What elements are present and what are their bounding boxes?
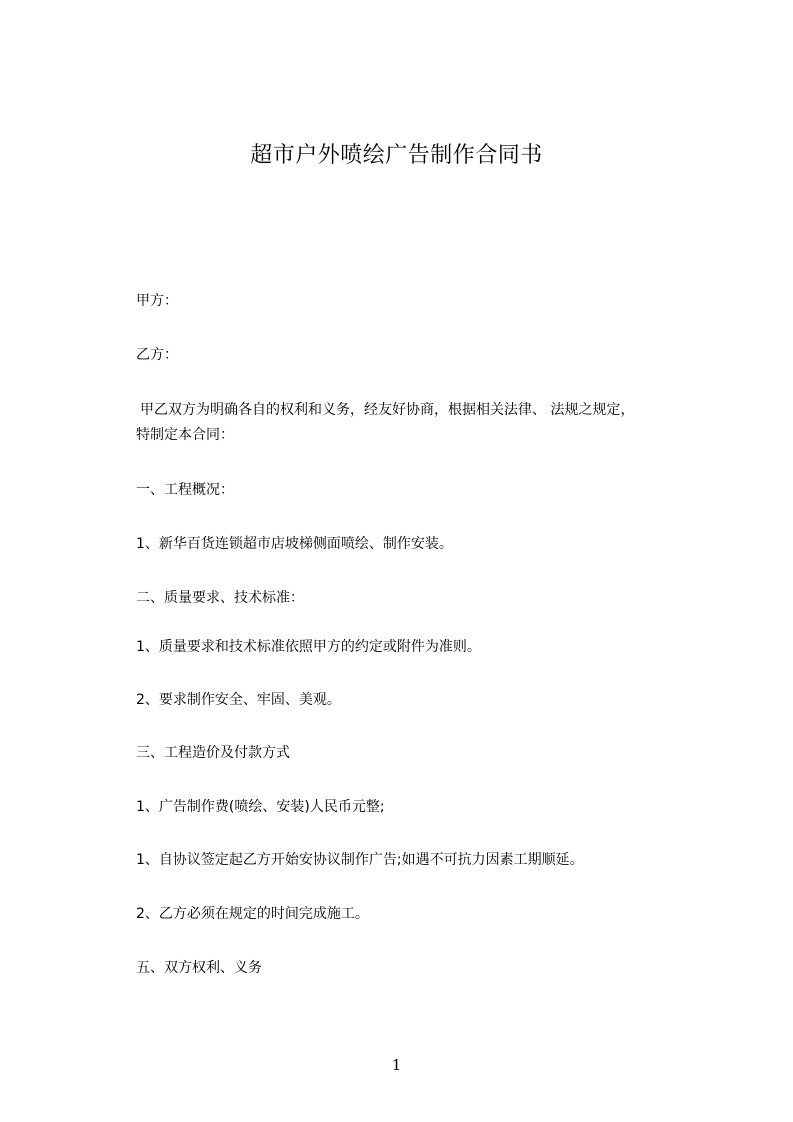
section-heading-quality: 二、质量要求、技术标准： [136, 590, 304, 606]
intro-paragraph-line-1: 甲乙双方为明确各自的权利和义务，经友好协商，根据相关法律、 法规之规定， [140, 402, 635, 418]
clause-text: 1、质量要求和技术标准依照甲方的约定或附件为准则。 [136, 639, 481, 655]
section-heading-rights-obligations: 五、双方权利、义务 [136, 960, 262, 976]
party-b-label: 乙方： [136, 347, 178, 363]
section-heading-project-overview: 一、工程概况： [136, 482, 234, 498]
clause-text: 1、自协议签定起乙方开始安协议制作广告;如遇不可抗力因素工期顺延。 [136, 852, 584, 868]
clause-text: 1、新华百货连锁超市店坡梯侧面喷绘、制作安装。 [136, 536, 453, 552]
intro-paragraph-line-2: 特制定本合同： [136, 427, 234, 443]
clause-text: 1、广告制作费(喷绘、安装)人民币元整; [136, 799, 385, 815]
clause-text: 2、要求制作安全、牢固、美观。 [136, 692, 341, 708]
section-heading-cost-payment: 三、工程造价及付款方式 [136, 745, 290, 761]
document-title: 超市户外喷绘广告制作合同书 [250, 143, 543, 168]
page-number: 1 [391, 1056, 402, 1074]
clause-text: 2、乙方必须在规定的时间完成施工。 [136, 906, 369, 922]
party-a-label: 甲方： [136, 293, 178, 309]
